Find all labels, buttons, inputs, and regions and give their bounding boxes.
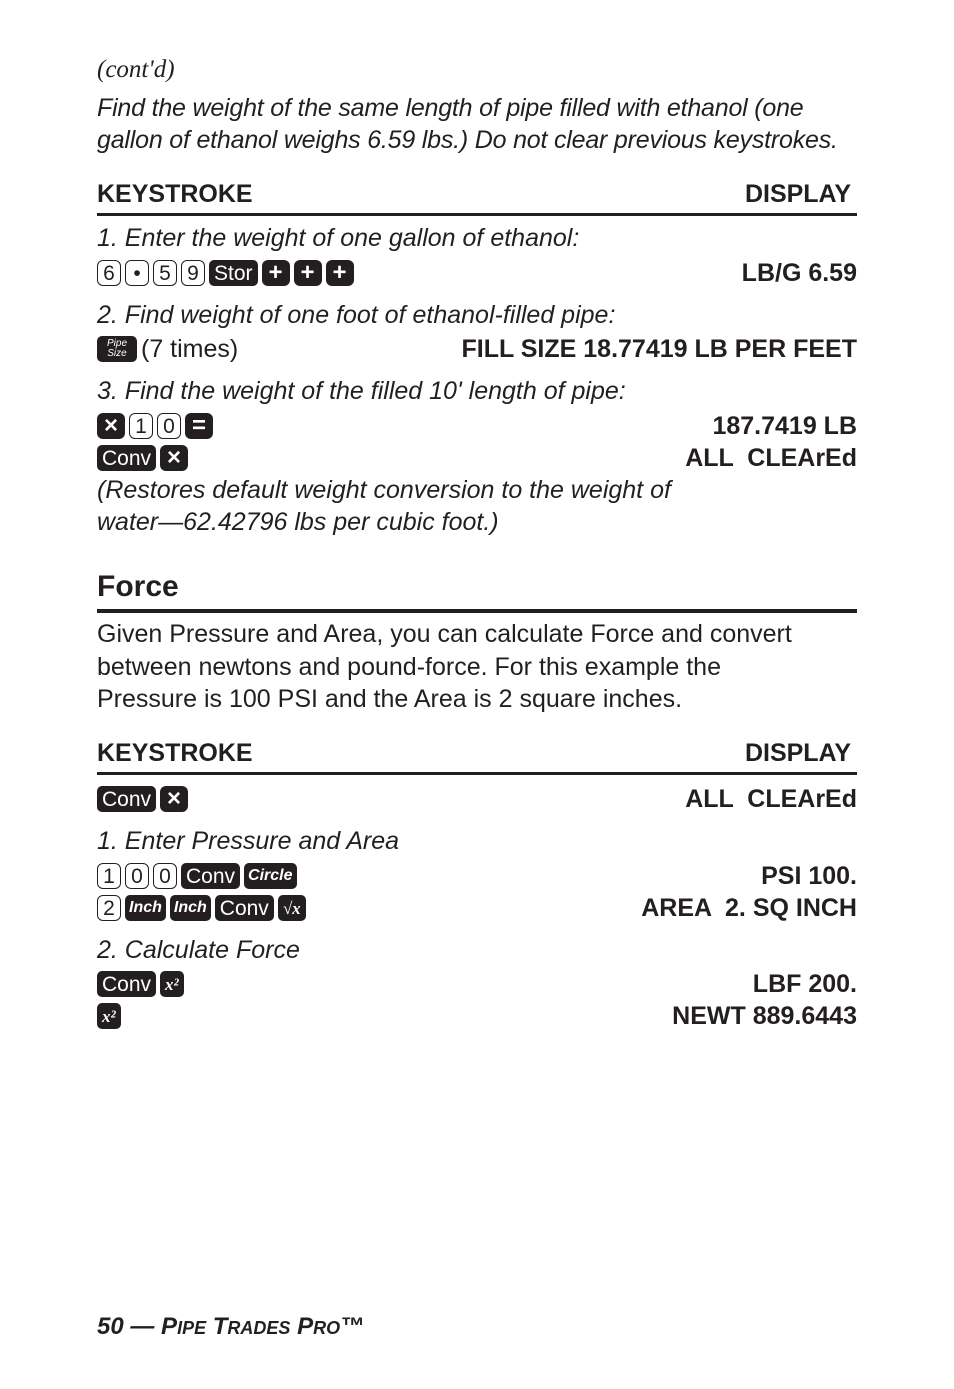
key-plus[interactable]: + xyxy=(294,260,322,286)
key-sequence xyxy=(97,445,188,471)
step-label: 2. Calculate Force xyxy=(97,936,300,964)
keystroke-row xyxy=(97,892,857,924)
key-inch[interactable]: Inch xyxy=(125,895,166,921)
key-0[interactable]: 0 xyxy=(157,413,181,439)
key-x-squared[interactable]: x² xyxy=(97,1003,121,1029)
intro-text xyxy=(97,92,838,156)
key-sequence xyxy=(97,971,184,997)
section-rule xyxy=(97,609,857,613)
key-5[interactable]: 5 xyxy=(153,260,177,286)
step-label: 2. Find weight of one foot of ethanol-filled pipe: xyxy=(97,301,616,329)
key-stor[interactable]: Stor xyxy=(209,260,258,286)
key-sequence xyxy=(97,413,213,439)
key-conv[interactable]: Conv xyxy=(97,786,156,812)
key-plus[interactable]: + xyxy=(326,260,354,286)
table2-header xyxy=(97,739,857,768)
keystroke-header: KEYSTROKE xyxy=(97,180,253,208)
display-value: LB/G 6.59 xyxy=(741,258,857,287)
key-pipe-size-top: Pipe xyxy=(106,338,127,349)
key-sequence xyxy=(97,786,188,812)
section-body xyxy=(97,618,792,716)
key-circle[interactable]: Circle xyxy=(244,863,296,889)
continued-label: (cont'd) xyxy=(97,56,175,83)
key-sequence xyxy=(97,863,297,889)
body-line: Given Pressure and Area, you can calculate Force and convert xyxy=(97,620,792,648)
key-0[interactable]: 0 xyxy=(125,863,149,889)
keystroke-row xyxy=(97,783,857,815)
key-plus[interactable]: + xyxy=(262,260,290,286)
step-label: 3. Find the weight of the filled 10' length of pipe: xyxy=(97,377,626,405)
step-label: 1. Enter the weight of one gallon of ethanol: xyxy=(97,224,580,252)
display-value: AREA 2. SQ INCH xyxy=(641,893,857,922)
key-conv[interactable]: Conv xyxy=(97,971,156,997)
keystroke-row xyxy=(97,968,857,1000)
key-multiply[interactable]: × xyxy=(160,786,188,812)
key-pipe-size[interactable] xyxy=(97,336,137,362)
key-6[interactable]: 6 xyxy=(97,260,121,286)
display-value: ALL CLEArEd xyxy=(685,784,857,813)
body-line: between newtons and pound-force. For this example the xyxy=(97,652,721,681)
keystroke-row xyxy=(97,333,857,365)
key-decimal[interactable]: • xyxy=(125,260,149,286)
display-value: FILL SIZE 18.77419 LB PER FEET xyxy=(461,334,857,363)
key-x-squared[interactable]: x² xyxy=(160,971,184,997)
key-sequence xyxy=(97,1003,121,1029)
table2-rule xyxy=(97,772,857,775)
keystroke-row xyxy=(97,257,857,289)
key-multiply[interactable]: × xyxy=(97,413,125,439)
keystroke-row xyxy=(97,860,857,892)
key-1[interactable]: 1 xyxy=(97,863,121,889)
display-value: ALL CLEArEd xyxy=(685,443,857,472)
keystroke-row xyxy=(97,442,857,474)
key-sequence xyxy=(97,895,306,921)
key-multiply[interactable]: × xyxy=(160,445,188,471)
note-line: water—62.42796 lbs per cubic foot.) xyxy=(97,508,499,536)
key-pipe-size-bottom: Size xyxy=(107,348,127,359)
key-conv[interactable]: Conv xyxy=(215,895,274,921)
key-2[interactable]: 2 xyxy=(97,895,121,921)
section-heading: Force xyxy=(97,570,179,603)
display-header: DISPLAY xyxy=(744,739,851,767)
note-line: (Restores default weight conversion to the weight of xyxy=(97,476,671,504)
display-value: PSI 100. xyxy=(761,861,857,890)
note-text xyxy=(97,474,671,538)
page-number: 50 xyxy=(97,1313,124,1340)
body-line: Pressure is 100 PSI and the Area is 2 square inches. xyxy=(97,685,683,713)
footer-dash: — xyxy=(130,1313,155,1340)
display-header: DISPLAY xyxy=(744,180,851,208)
step-label: 1. Enter Pressure and Area xyxy=(97,827,400,855)
display-value: LBF 200. xyxy=(752,969,857,998)
intro-line: gallon of ethanol weighs 6.59 lbs.) Do not clear previous keystrokes. xyxy=(97,126,838,154)
keystroke-header: KEYSTROKE xyxy=(97,739,253,767)
intro-line: Find the weight of the same length of pipe filled with ethanol (one xyxy=(97,94,804,122)
key-1[interactable]: 1 xyxy=(129,413,153,439)
display-value: NEWT 889.6443 xyxy=(672,1001,857,1030)
key-0[interactable]: 0 xyxy=(153,863,177,889)
key-square-root[interactable]: √x xyxy=(278,895,306,921)
table1-rule xyxy=(97,213,857,216)
key-equals[interactable]: = xyxy=(185,413,213,439)
key-inch[interactable]: Inch xyxy=(170,895,211,921)
footer-title: PIPE TRADES PRO™ xyxy=(161,1313,365,1340)
display-value: 187.7419 LB xyxy=(712,411,857,440)
key-9[interactable]: 9 xyxy=(181,260,205,286)
key-sequence xyxy=(97,260,354,286)
page-footer xyxy=(97,1313,364,1341)
key-conv[interactable]: Conv xyxy=(97,445,156,471)
keystroke-row xyxy=(97,1000,857,1032)
key-conv[interactable]: Conv xyxy=(181,863,240,889)
keystroke-row xyxy=(97,410,857,442)
key-sequence xyxy=(97,335,238,364)
table1-header xyxy=(97,180,857,209)
repeat-note: (7 times) xyxy=(141,334,239,363)
